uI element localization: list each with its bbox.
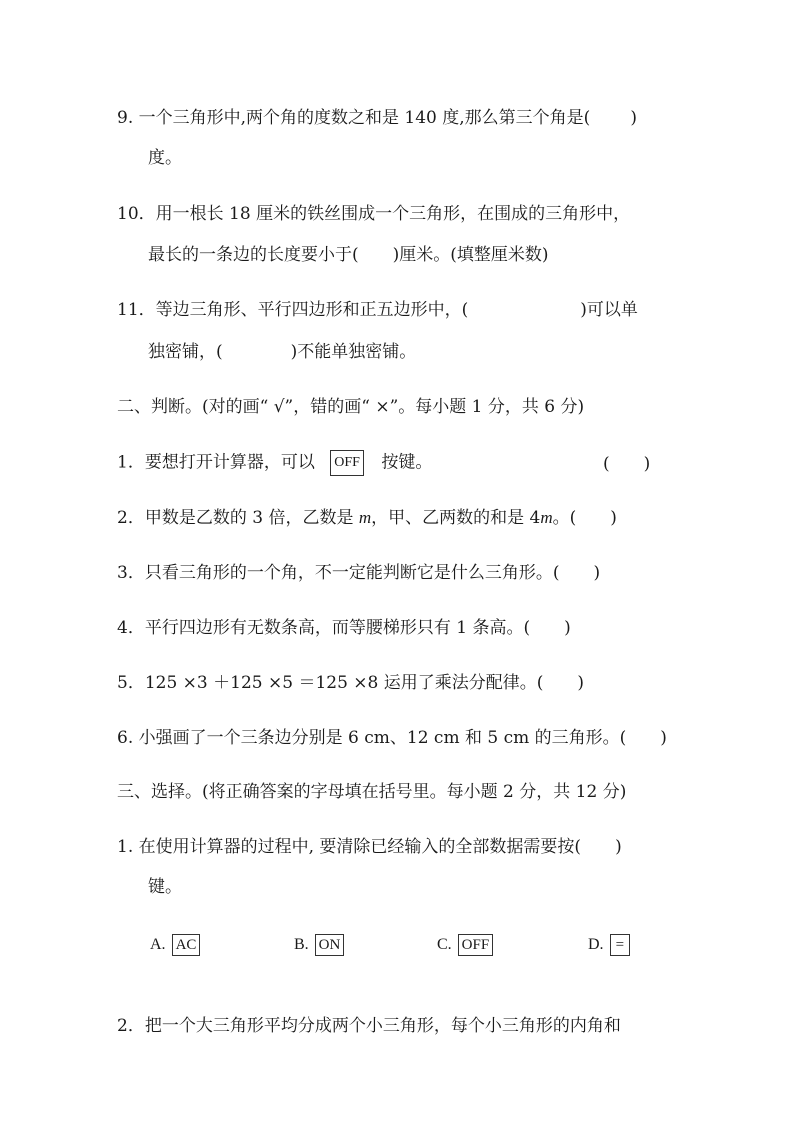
judge-item-3: 3．只看三角形的一个角，不一定能判断它是什么三角形。( ) <box>117 563 601 583</box>
option-b-letter: B. <box>294 936 309 953</box>
option-c <box>437 933 495 957</box>
judge-2-text-b: ，甲、乙两数的和是 4 <box>371 508 541 528</box>
judge-item-1 <box>117 450 432 474</box>
option-b <box>294 933 346 957</box>
q10-line1: 10．用一根长 18 厘米的铁丝围成一个三角形，在围成的三角形中， <box>117 204 631 224</box>
q9-paren-close: ) <box>630 108 637 128</box>
equals-key-icon: = <box>610 934 630 956</box>
ac-key-icon: AC <box>172 934 201 956</box>
choice1-text: 1. 在使用计算器的过程中, 要清除已经输入的全部数据需要按( <box>117 837 582 857</box>
judge-item-4: 4．平行四边形有无数条高，而等腰梯形只有 1 条高。( ) <box>117 618 571 638</box>
option-a-letter: A. <box>150 936 166 953</box>
choice1-line1 <box>117 835 622 859</box>
off-key-option-icon: OFF <box>458 934 494 956</box>
on-key-icon: ON <box>315 934 345 956</box>
choice2-line1: 2．把一个大三角形平均分成两个小三角形，每个小三角形的内角和 <box>117 1016 621 1036</box>
off-key-icon: OFF <box>330 450 364 476</box>
q11-line1 <box>117 298 638 322</box>
option-a <box>150 933 202 957</box>
judge-1-text-a: 1．要想打开计算器，可以 <box>117 452 315 473</box>
q11-text-a: 11．等边三角形、平行四边形和正五边形中，( <box>117 300 469 320</box>
choice1-paren-close: ) <box>615 837 622 857</box>
judge-item-6: 6. 小强画了一个三条边分别是 6 cm、12 cm 和 5 cm 的三角形。( ) <box>117 728 667 748</box>
q11-text-b: )可以单 <box>580 300 638 320</box>
option-d-letter: D. <box>588 936 604 953</box>
judge-1-paren: ( ) <box>603 454 651 474</box>
option-d <box>588 933 632 957</box>
q9-line2: 度。 <box>148 148 182 168</box>
q11-line2: 独密铺，( )不能单独密铺。 <box>148 342 417 362</box>
judge-item-5: 5．125 ×3 ＋125 ×5 ＝125 ×8 运用了乘法分配律。( ) <box>117 673 585 693</box>
section3-title: 三、选择。(将正确答案的字母填在括号里。每小题 2 分，共 12 分) <box>117 782 627 802</box>
q9-text: 9. 一个三角形中,两个角的度数之和是 140 度,那么第三个角是( <box>117 108 591 128</box>
choice1-line2: 键。 <box>148 877 182 897</box>
q10-line2: 最长的一条边的长度要小于( )厘米。(填整厘米数) <box>148 245 549 265</box>
section2-title: 二、判断。(对的画“ √”，错的画“ ×”。每小题 1 分，共 6 分) <box>117 397 585 417</box>
judge-2-text-a: 2．甲数是乙数的 3 倍，乙数是 <box>117 508 354 528</box>
judge-2-var-m: m <box>358 508 372 527</box>
judge-1-text-b: 按键。 <box>381 452 433 473</box>
judge-2-var-m2: m <box>540 508 553 527</box>
q9-line1 <box>117 106 637 130</box>
option-c-letter: C. <box>437 936 452 953</box>
judge-2-text-c: 。( ) <box>552 508 617 528</box>
judge-item-2 <box>117 506 617 530</box>
